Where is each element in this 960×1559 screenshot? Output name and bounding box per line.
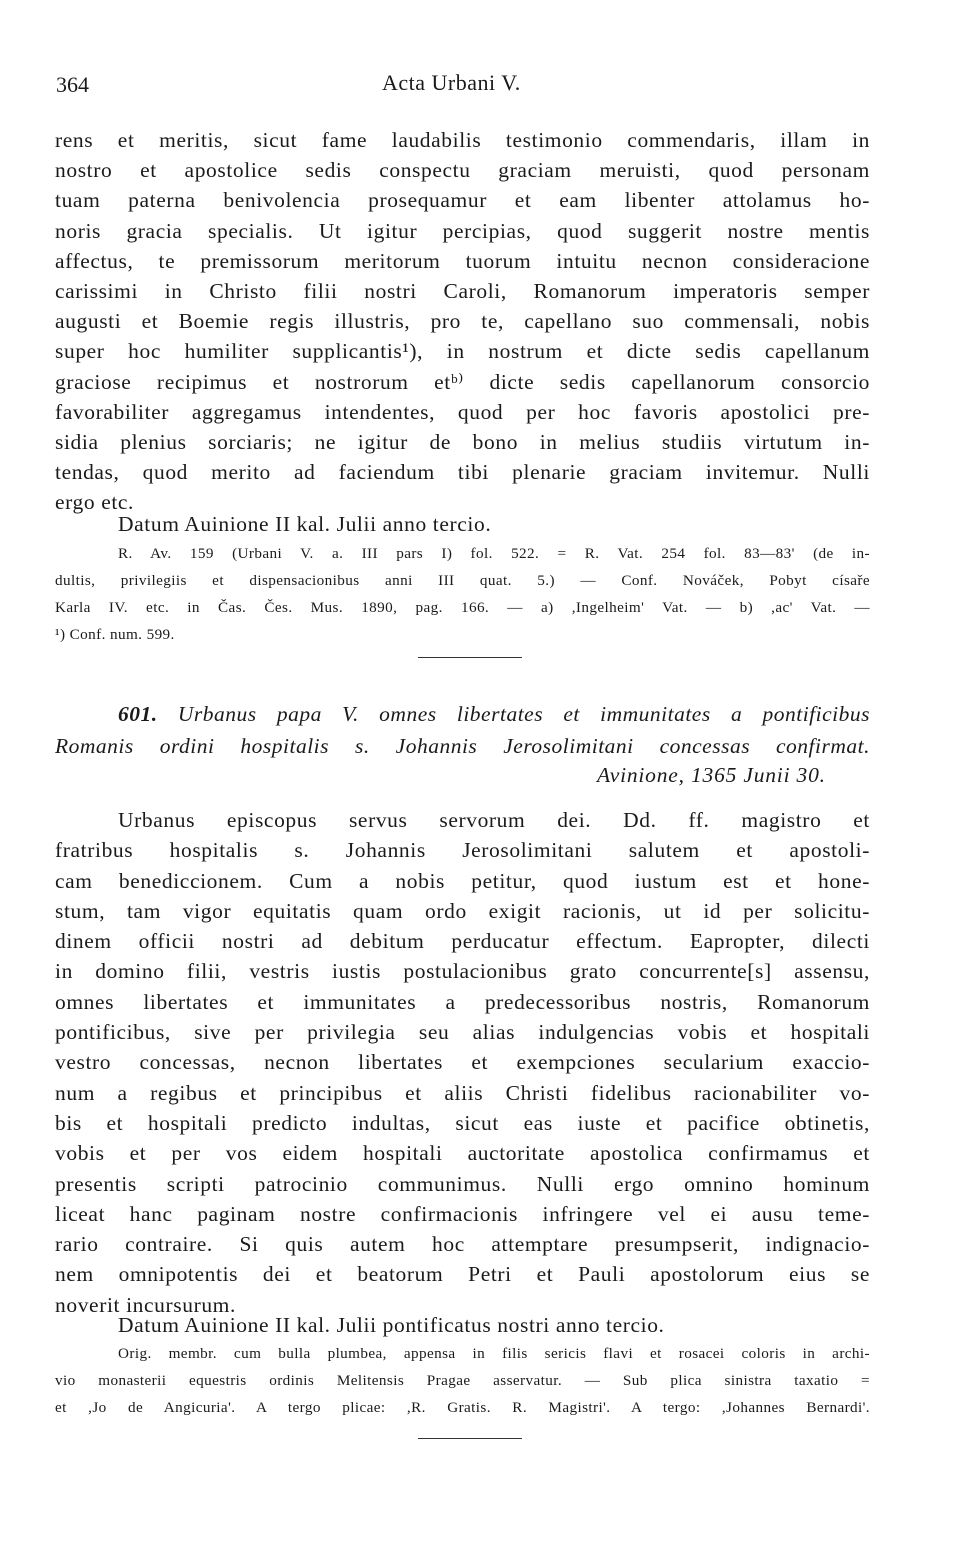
body-line: ergo etc. [55,490,135,515]
note-line: Orig. membr. cum bulla plumbea, appensa in filis sericis flavi et rosacei coloris in archi- [118,1345,870,1362]
doc601-body [55,805,870,1320]
section-divider [418,1438,522,1439]
note-line: ¹) Conf. num. 599. [55,626,175,643]
note-line: Karla IV. etc. in Čas. Čes. Mus. 1890, pag. 166. — a) ,Ingelheim' Vat. — b) ,ac' Vat. — [55,599,870,616]
note-line: vio monasterii equestris ordinis Melitensis Pragae asservatur. — Sub plica sinistra taxatio = [55,1372,870,1389]
section-divider [418,657,522,658]
doc600-body [55,125,870,518]
body-line: dinem officii nostri ad debitum perducatur effectum. Eapropter, dilecti [55,929,870,954]
note-line: et ,Jo de Angicuria'. A tergo plicae: ,R. Gratis. R. Magistri'. A tergo: ,Johannes Bernardi'. [55,1399,870,1416]
doc600-datum: Datum Auinione II kal. Julii anno tercio. [118,512,492,536]
doc601-datum: Datum Auinione II kal. Julii pontificatus nostri anno tercio. [118,1313,665,1337]
body-line: omnes libertates et immunitates a predecessoribus nostris, Romanorum [55,989,870,1014]
body-line: rario contraire. Si quis autem hoc attemptare presumpserit, indignacio- [55,1232,870,1257]
doc601-notes [55,1340,870,1421]
body-line: pontificibus, sive per privilegia seu alias indulgencias vobis et hospitali [55,1020,870,1045]
body-line: cam benediccionem. Cum a nobis petitur, quod iustum est et hone- [55,868,870,893]
body-line: graciose recipimus et nostrorum etᵇ⁾ dicte sedis capellanorum consorcio [55,369,870,394]
body-line: augusti et Boemie regis illustris, pro te, capellano suo commensali, nobis [55,309,870,334]
body-line: affectus, te premissorum meritorum tuorum intuitu necnon consideracione [55,248,870,273]
note-line: dultis, privilegiis et dispensacionibus anni III quat. 5.) — Conf. Nováček, Pobyt císaře [55,572,870,589]
body-line: nostro et apostolice sedis conspectu graciam meruisti, quod personam [55,158,870,183]
summary-line [118,698,870,730]
note-line: R. Av. 159 (Urbani V. a. III pars I) fol. 522. = R. Vat. 254 fol. 83—83' (de in- [118,545,870,562]
body-line: tendas, quod merito ad faciendum tibi plenarie graciam invitemur. Nulli [55,460,870,485]
body-line: in domino filii, vestris iustis postulacionibus grato concurrente[s] assensu, [55,959,870,984]
body-line: num a regibus et principibus et aliis Christi fidelibus racionabiliter vo- [55,1080,870,1105]
document-number: 601. [118,702,158,726]
doc600-notes [55,540,870,648]
body-line: sidia plenius sorciaris; ne igitur de bono in melius studiis virtutum in- [55,430,870,455]
body-line: presentis scripti patrocinio communimus. Nulli ergo omnino hominum [55,1171,870,1196]
running-title: Acta Urbani V. [382,70,521,95]
body-line: noris gracia specialis. Ut igitur percipias, quod suggerit nostre mentis [55,218,870,243]
doc601-heading [55,698,871,762]
body-line: noverit incursurum. [55,1292,236,1317]
body-line: bis et hospitali predicto indultas, sicut eas iuste et pacifice obtinetis, [55,1110,870,1135]
body-line: vestro concessas, necnon libertates et exempciones secularium exaccio- [55,1050,870,1075]
body-line: stum, tam vigor equitatis quam ordo exigit racionis, ut id per solicitu- [55,898,870,923]
body-line: super hoc humiliter supplicantis¹), in nostrum et dicte sedis capellanum [55,339,870,364]
page-number: 364 [56,72,89,97]
body-line: favorabiliter aggregamus intendentes, quod per hoc favoris apostolici pre- [55,399,870,424]
body-line: tuam paterna benivolencia prosequamur et eam libenter attolamus ho- [55,188,870,213]
place-date: Avinione, 1365 Junii 30. [597,763,826,787]
body-line: carissimi in Christo filii nostri Caroli, Romanorum imperatoris semper [55,279,870,304]
body-line: liceat hanc paginam nostre confirmacionis infringere vel ei ausu teme- [55,1201,870,1226]
summary-line: Romanis ordini hospitalis s. Johannis Jerosolimitani concessas confirmat. [55,734,870,758]
body-line: nem omnipotentis dei et beatorum Petri et Pauli apostolorum eius se [55,1262,870,1287]
summary-text: Urbanus papa V. omnes libertates et immunitates a pontificibus [177,702,871,726]
body-line: fratribus hospitalis s. Johannis Jerosolimitani salutem et apostoli- [55,838,870,863]
body-line: Urbanus episcopus servus servorum dei. Dd. ff. magistro et [118,808,870,832]
body-line: rens et meritis, sicut fame laudabilis testimonio commendaris, illam in [55,128,870,152]
body-line: vobis et per vos eidem hospitali auctoritate apostolica confirmamus et [55,1141,870,1166]
